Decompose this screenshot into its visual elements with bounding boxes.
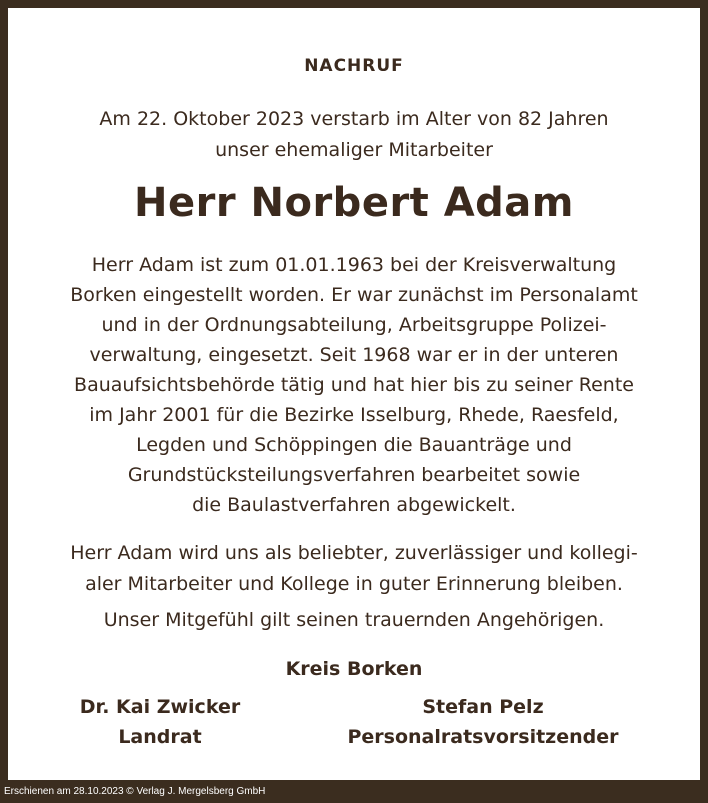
obituary-card xyxy=(8,8,700,780)
organization-name: Kreis Borken xyxy=(285,658,423,680)
biography-line: Herr Adam ist zum 01.01.1963 bei der Kreisverwaltung xyxy=(91,254,617,276)
publication-footer: Erschienen am 28.10.2023 © Verlag J. Mergelsberg GmbH xyxy=(4,786,266,797)
deceased-name: Herr Norbert Adam xyxy=(134,180,574,226)
intro-text xyxy=(8,104,700,166)
notice-heading: NACHRUF xyxy=(304,56,404,76)
signatory-right xyxy=(333,692,633,752)
closing-line: Herr Adam wird uns als beliebter, zuverlässiger und kollegi- xyxy=(70,542,638,564)
biography-line: Borken eingestellt worden. Er war zunächst im Personalamt xyxy=(70,284,638,306)
closing-line: aler Mitarbeiter und Kollege in guter Erinnerung bleiben. xyxy=(85,573,623,595)
signatory-name: Dr. Kai Zwicker xyxy=(79,696,241,718)
signatory-name: Stefan Pelz xyxy=(422,696,544,718)
biography-line: im Jahr 2001 für die Bezirke Isselburg, Rhede, Raesfeld, xyxy=(89,404,619,426)
biography-line: verwaltung, eingesetzt. Seit 1968 war er in der unteren xyxy=(89,344,619,366)
signatory-role: Landrat xyxy=(118,726,202,748)
intro-line: Am 22. Oktober 2023 verstarb im Alter von 82 Jahren xyxy=(99,108,609,130)
biography-line: Legden und Schöppingen die Bauanträge und xyxy=(136,434,572,456)
biography-line: die Baulastverfahren abgewickelt. xyxy=(192,494,516,516)
biography-line: Bauaufsichtsbehörde tätig und hat hier bis zu seiner Rente xyxy=(74,374,634,396)
intro-line: unser ehemaliger Mitarbeiter xyxy=(215,139,493,161)
biography-text xyxy=(8,250,700,520)
biography-line: und in der Ordnungsabteilung, Arbeitsgruppe Polizei- xyxy=(101,314,607,336)
condolence-text: Unser Mitgefühl gilt seinen trauernden Angehörigen. xyxy=(103,609,605,631)
signatory-left xyxy=(60,692,260,752)
biography-line: Grundstücksteilungsverfahren bearbeitet sowie xyxy=(127,464,581,486)
signatory-role: Personalratsvorsitzender xyxy=(347,726,619,748)
closing-text xyxy=(8,538,700,600)
